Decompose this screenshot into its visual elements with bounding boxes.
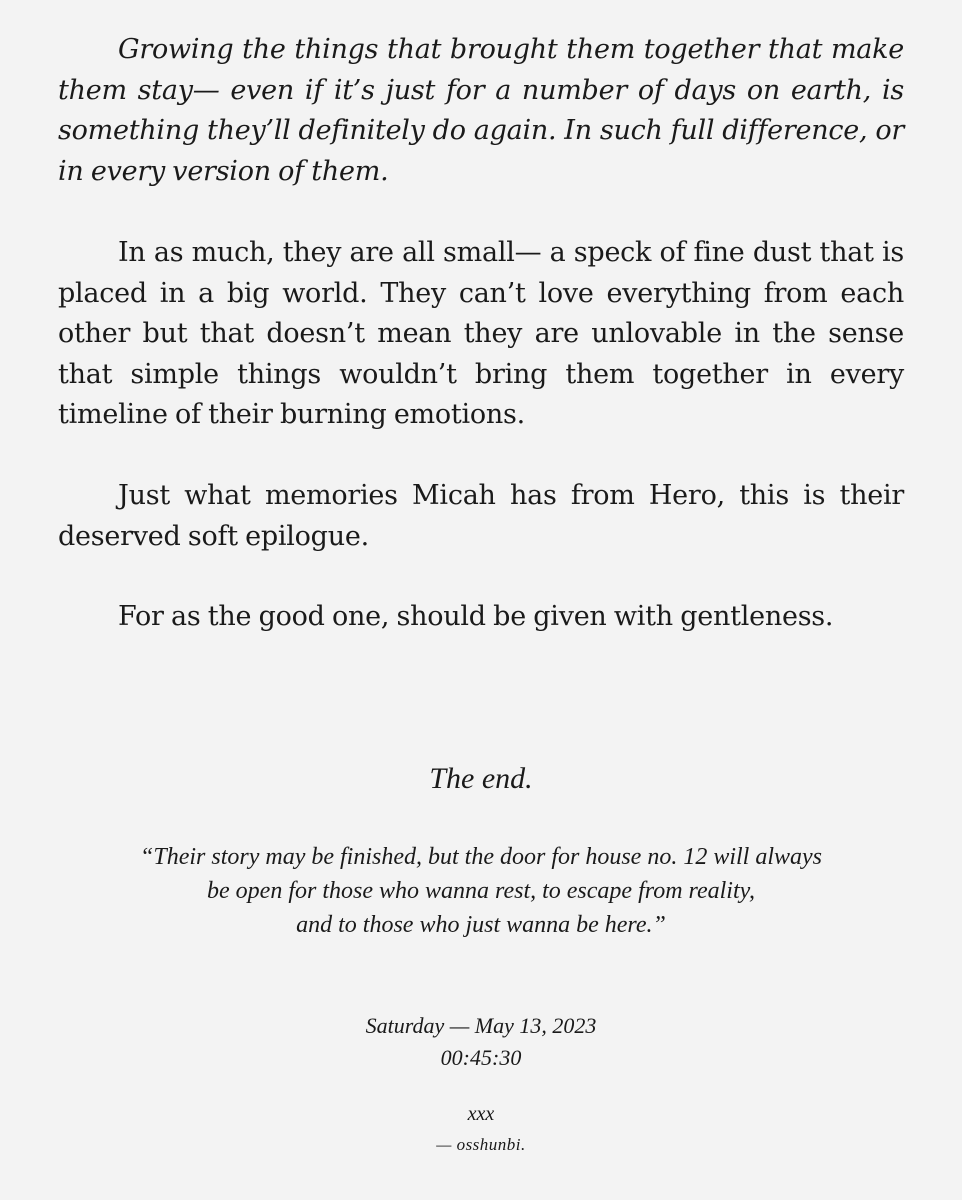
closing-xxx: xxx	[467, 1103, 495, 1125]
time-text: 00:45:30	[440, 1045, 522, 1070]
date-time-block	[0, 1010, 962, 1074]
date-text: Saturday — May 13, 2023	[365, 1013, 597, 1038]
quote-line: and to those who just wanna be here.”	[296, 912, 666, 938]
paragraph-in-as-much: In as much, they are all small— a speck of fine dust that is placed in a big world. They can’t love everything from each other but that doesn’t mean they are unlovable in the sense that simple things wouldn’t bring them together in every timeline of their burning emotions.	[58, 237, 904, 430]
paragraph-growing: Growing the things that brought them together that make them stay— even if it’s just for a number of days on earth, is something they’ll definitely do again. In such full difference, or in every version of them.	[58, 34, 904, 187]
quote-line: “Their story may be finished, but the door for house no. 12 will always	[140, 844, 822, 870]
closing-quote	[0, 840, 962, 942]
author-signature: — osshunbi.	[436, 1135, 526, 1154]
paragraph-for-as-the-good-one: For as the good one, should be given with gentleness.	[118, 601, 834, 632]
paragraph-just-what-memories: Just what memories Micah has from Hero, this is their deserved soft epilogue.	[58, 480, 904, 552]
the-end-title: The end.	[429, 762, 533, 795]
quote-line: be open for those who wanna rest, to escape from reality,	[207, 878, 755, 904]
